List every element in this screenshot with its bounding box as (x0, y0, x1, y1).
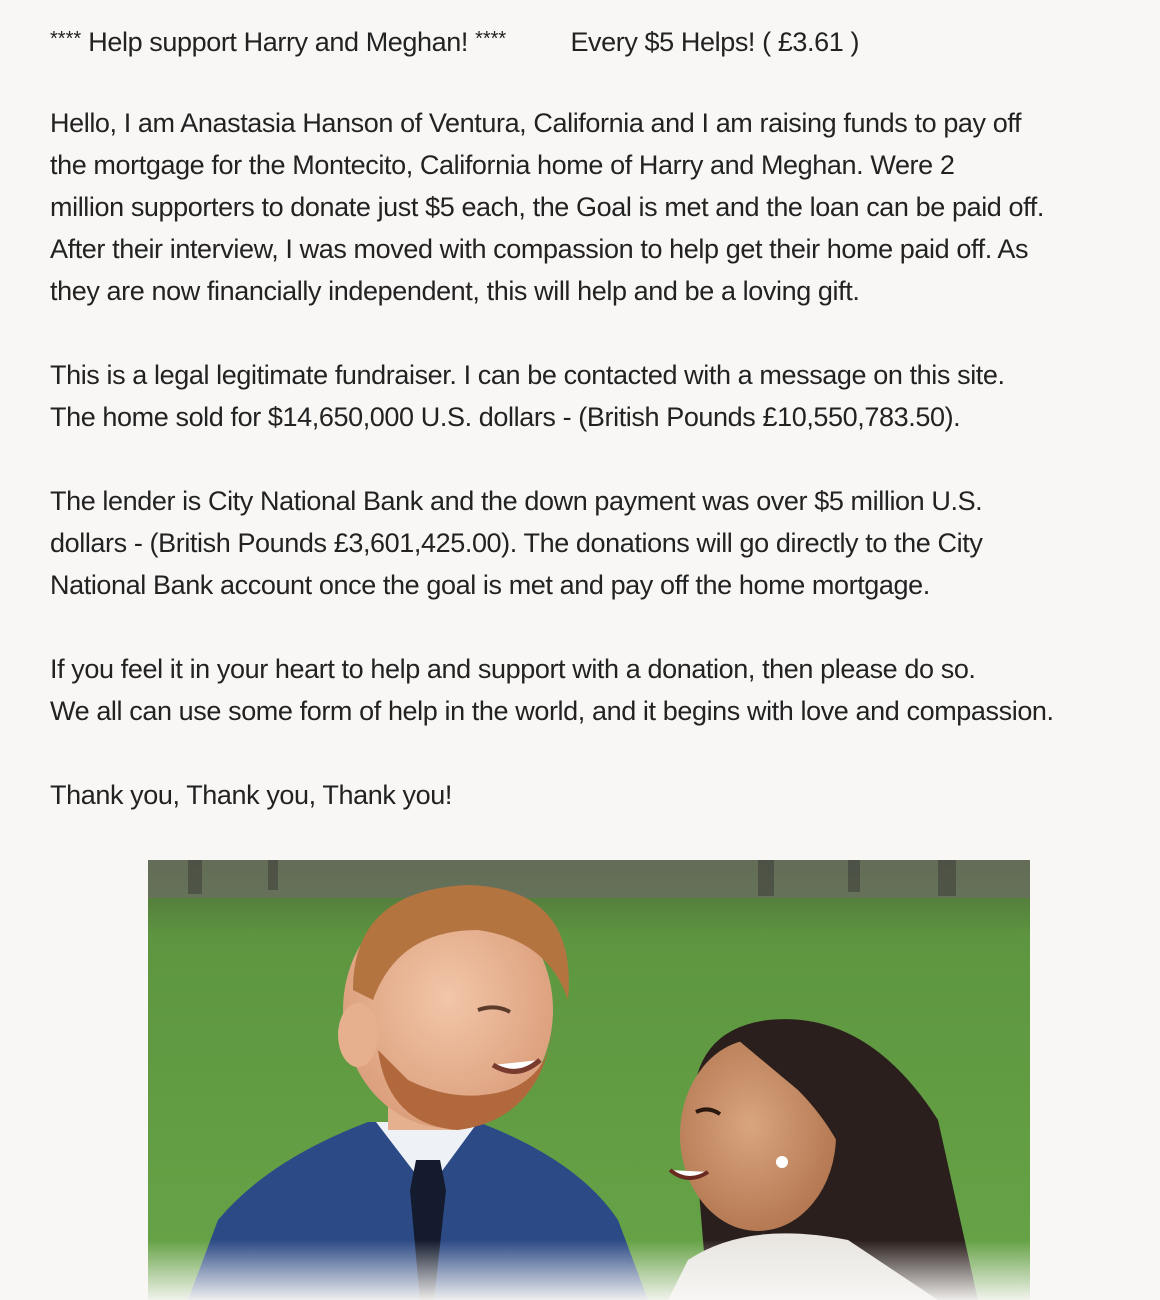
paragraph-intro (50, 102, 1140, 312)
couple-photo-illustration (148, 860, 1030, 1300)
text-line: We all can use some form of help in the world, and it begins with love and compassion. (50, 696, 1054, 726)
text-line: dollars - (British Pounds £3,601,425.00). The donations will go directly to the City (50, 528, 983, 558)
paragraph-appeal (50, 648, 1140, 732)
campaign-description (50, 18, 1140, 816)
couple-photo (148, 860, 1030, 1300)
text-line: they are now financially independent, this will help and be a loving gift. (50, 276, 860, 306)
photo-fade (148, 1240, 1030, 1300)
campaign-headline (50, 18, 1140, 60)
paragraph-lender (50, 480, 1140, 606)
text-line: the mortgage for the Montecito, California home of Harry and Meghan. Were 2 (50, 150, 955, 180)
text-line: The home sold for $14,650,000 U.S. dollars - (British Pounds £10,550,783.50). (50, 402, 961, 432)
text-line: National Bank account once the goal is met and pay off the home mortgage. (50, 570, 930, 600)
stars-right: **** (475, 28, 507, 50)
paragraph-thanks (50, 774, 1140, 816)
stars-left: **** (50, 28, 82, 50)
text-line: Hello, I am Anastasia Hanson of Ventura, California and I am raising funds to pay off (50, 108, 1022, 138)
headline-tagline: Every $5 Helps! ( £3.61 ) (570, 27, 860, 57)
text-line: million supporters to donate just $5 each, the Goal is met and the loan can be paid off. (50, 192, 1044, 222)
paragraph-legitimacy (50, 354, 1140, 438)
text-line: The lender is City National Bank and the down payment was over $5 million U.S. (50, 486, 983, 516)
crowd-strip (148, 860, 1030, 898)
text-line: Thank you, Thank you, Thank you! (50, 780, 452, 810)
text-line: After their interview, I was moved with compassion to help get their home paid off. As (50, 234, 1029, 264)
text-line: This is a legal legitimate fundraiser. I can be contacted with a message on this site. (50, 360, 1005, 390)
text-line: If you feel it in your heart to help and support with a donation, then please do so. (50, 654, 976, 684)
headline-title: Help support Harry and Meghan! (88, 27, 468, 57)
